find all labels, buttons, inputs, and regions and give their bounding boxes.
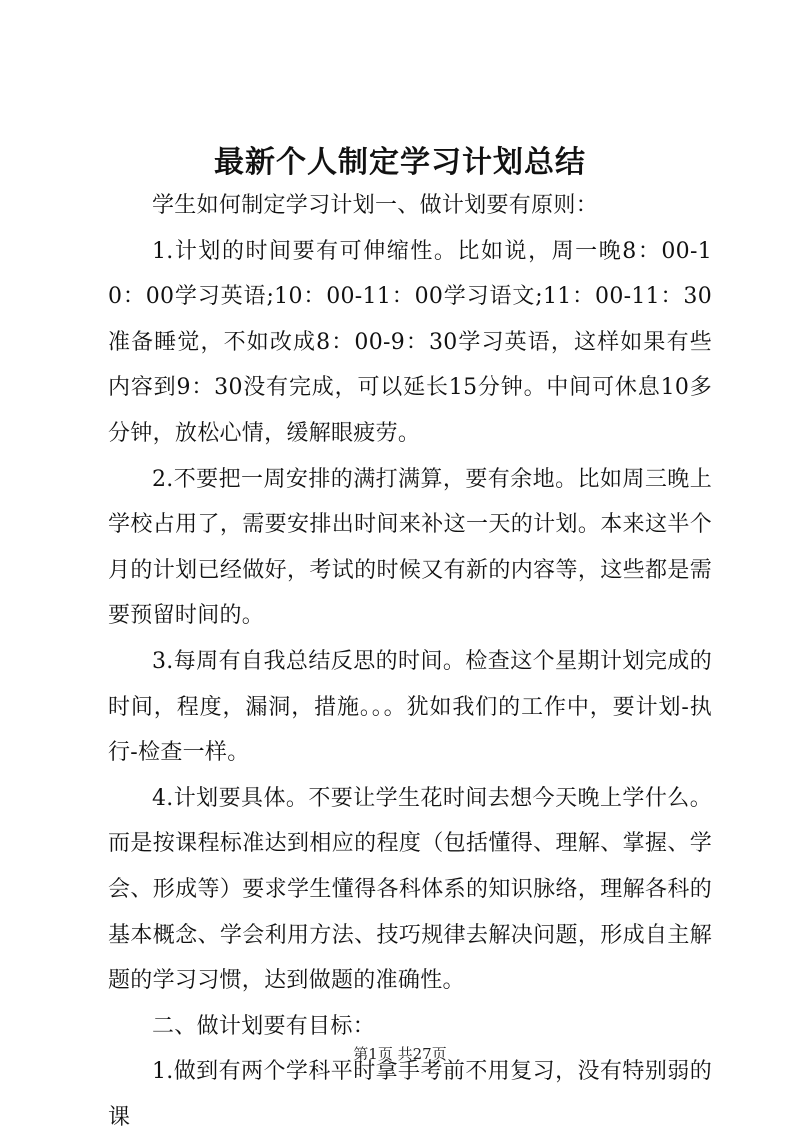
paragraph-principle-1: 1.计划的时间要有可伸缩性。比如说，周一晚8：00-10：00学习英语;10：00-11：00学习语文;11：00-11：30准备睡觉，不如改成8：00-9：30学习英语，这样如果有些内容到9：30没有完成，可以延长15分钟。中间可休息10多分钟，放松心情，缓解眼疲劳。 (108, 238, 712, 446)
document-title: 最新个人制定学习计划总结 (214, 145, 586, 180)
paragraph-goal-1: 1.做到有两个学科平时拿手考前不用复习，没有特别弱的课 (108, 1059, 712, 1130)
section-heading-goals: 二、做计划要有目标： (152, 1013, 376, 1039)
paragraph-principle-3: 3.每周有自我总结反思的时间。检查这个星期计划完成的时间，程度，漏洞，措施。。。犹如我们的工作中，要计划-执行-检查一样。 (108, 648, 712, 766)
paragraph-principle-4: 4.计划要具体。不要让学生花时间去想今天晚上学什么。而是按课程标准达到相应的程度（包括懂得、理解、掌握、学会、形成等）要求学生懂得各科体系的知识脉络，理解各科的基本概念、学会利用方法、技巧规律去解决问题，形成自主解题的学习习惯，达到做题的准确性。 (108, 785, 712, 994)
paragraph-intro: 学生如何制定学习计划一、做计划要有原则： (152, 193, 599, 218)
page-footer: 第1页 共27页 (353, 1045, 447, 1063)
paragraph-principle-2: 2.不要把一周安排的满打满算，要有余地。比如周三晚上学校占用了，需要安排出时间来补这一天的计划。本来这半个月的计划已经做好，考试的时候又有新的内容等，这些都是需要预留时间的。 (108, 466, 712, 629)
document-body (108, 183, 712, 1140)
